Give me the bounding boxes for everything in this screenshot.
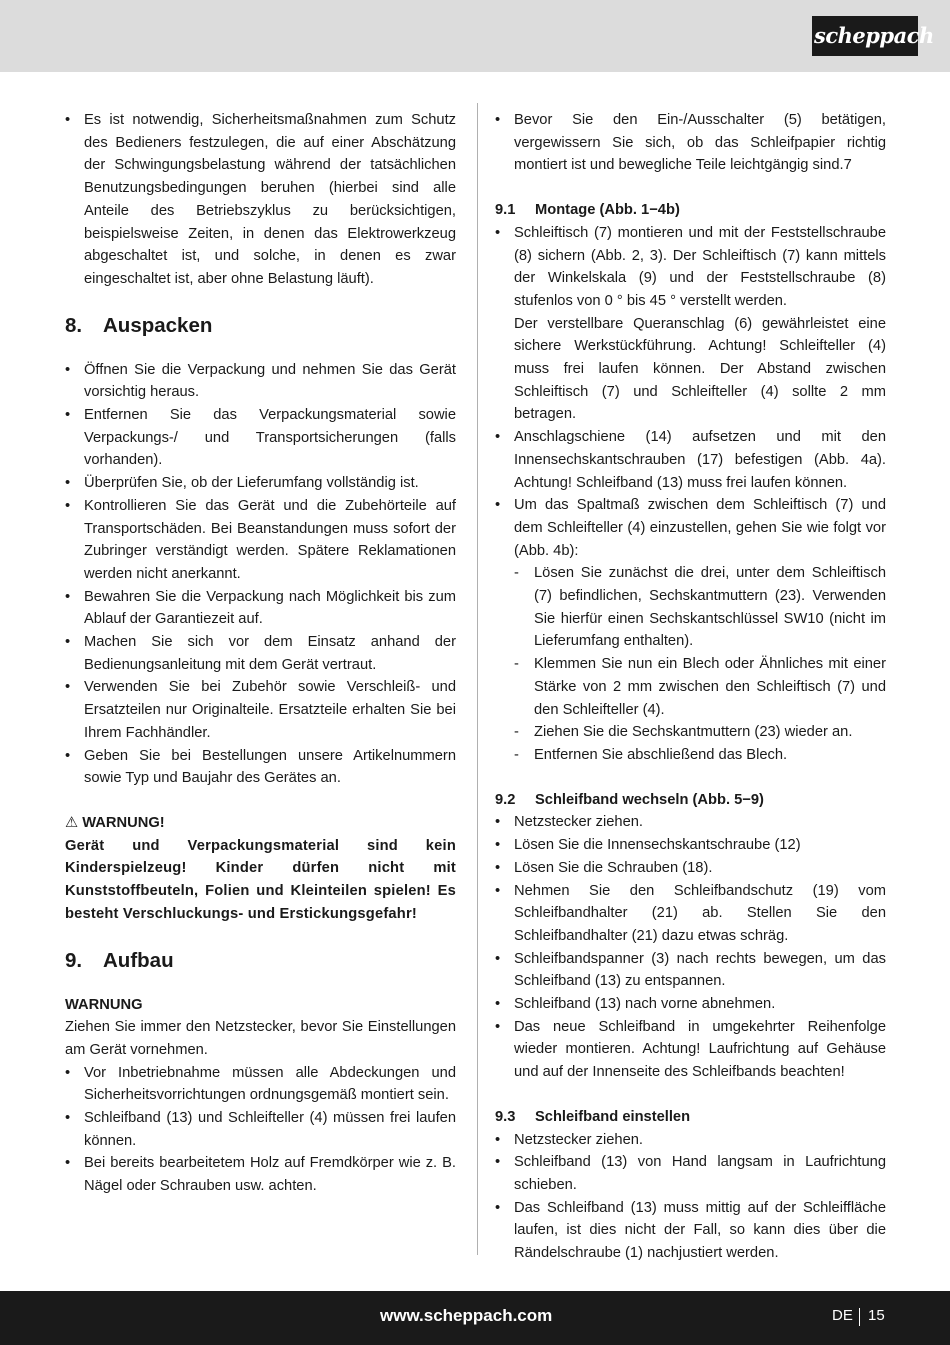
sub-list-item: - Entfernen Sie abschließend das Blech. <box>514 744 886 767</box>
list-item: • Bewahren Sie die Verpackung nach Möglichkeit bis zum Ablauf der Garantiezeit auf. <box>65 586 456 631</box>
footer-bar <box>0 1291 950 1345</box>
footer-url[interactable]: www.scheppach.com <box>380 1306 553 1325</box>
list-item: • Anschlagschiene (14) aufsetzen und mit den Innensechskantschrauben (17) befestigen (Abb. 4a). Achtung! Schleifband (13) muss frei laufen können. <box>495 426 886 494</box>
section-9-1-heading <box>495 199 886 222</box>
warning-label: WARNUNG <box>65 996 143 1013</box>
assembly-list <box>65 1062 456 1198</box>
list-item: • Bei bereits bearbeitetem Holz auf Fremdkörper wie z. B. Nägel oder Schrauben usw. achten. <box>65 1152 456 1197</box>
list-item: • Netzstecker ziehen. <box>495 1129 886 1152</box>
list-item: • Schleifbandspanner (3) nach rechts bewegen, um das Schleifband (13) zu entspannen. <box>495 948 886 993</box>
sub-list <box>514 562 886 766</box>
list-item: • Es ist notwendig, Sicherheitsmaßnahmen zum Schutz des Bedieners festzulegen, die auf einer Abschätzung der Schwingungsbelastung während der tatsächlichen Benutzungsbedingungen beruhen (hierbei sind alle Anteile des Betriebszyklus zu berücksichtigen, beispielsweise Zeiten, in denen das Elektrowerkzeug abgeschaltet ist, und solche, in denen es zwar eingeschaltet ist, aber ohne Belastung läuft). <box>65 109 456 291</box>
list-item-text: • Um das Spaltmaß zwischen dem Schleiftisch (7) und dem Schleifteller (4) einzustellen, gehen Sie wie folgt vor (Abb. 4b): <box>514 497 886 559</box>
section-9-heading <box>65 948 456 974</box>
sub-list-item: - Klemmen Sie nun ein Blech oder Ähnliches mit einer Stärke von 2 mm zwischen den Schleiftisch (7) und den Schleifteller (4). <box>514 653 886 721</box>
sub-list-item: - Ziehen Sie die Sechskantmuttern (23) wieder an. <box>514 721 886 744</box>
list-item-continuation: Der verstellbare Queranschlag (6) gewährleistet eine sichere Werkstückführung. Achtung! Schleifteller (4) muss frei laufen können. Der Abstand zwischen Schleiftisch (7) und Schleifteller (4) sollte 2 mm betragen. <box>514 315 886 423</box>
brand-logo: scheppach <box>812 16 918 56</box>
list-item: • Schleifband (13) nach vorne abnehmen. <box>495 993 886 1016</box>
section-number: 8. <box>65 313 83 337</box>
list-item: • Lösen Sie die Schrauben (18). <box>495 857 886 880</box>
montage-list <box>495 222 886 767</box>
list-item <box>495 494 886 766</box>
assembly-intro: Ziehen Sie immer den Netzstecker, bevor Sie Einstellungen am Gerät vornehmen. <box>65 1019 456 1058</box>
header-bar <box>0 0 950 72</box>
list-item: • Vor Inbetriebnahme müssen alle Abdeckungen und Sicherheitsvorrichtungen ordnungsgemäß montiert sein. <box>65 1062 456 1107</box>
unpacking-list <box>65 359 456 790</box>
section-title: Auspacken <box>103 313 213 337</box>
section-title: Schleifband einstellen <box>535 1108 691 1125</box>
intro-list <box>65 109 456 291</box>
section-9-2-heading <box>495 789 886 812</box>
list-item: • Schleifband (13) und Schleifteller (4) müssen frei laufen können. <box>65 1107 456 1152</box>
list-item-text: • Schleiftisch (7) montieren und mit der Feststellschraube (8) sichern (Abb. 2, 3). Der Schleiftisch (7) kann mittels der Winkelskala (9) und der Feststellschraube (8) stufenlos von 0 ° bis 45 ° verstellt werden. <box>514 224 886 309</box>
list-item: • Entfernen Sie das Verpackungsmaterial sowie Verpackungs-/ und Transportsicherungen (falls vorhanden). <box>65 404 456 472</box>
section-number: 9.1 <box>495 202 516 219</box>
list-item: • Kontrollieren Sie das Gerät und die Zubehörteile auf Transportschäden. Bei Beanstandungen muss sofort der Zubringer verständigt werden. Spätere Reklamationen werden nicht anerkannt. <box>65 495 456 586</box>
left-column <box>65 109 456 1198</box>
list-item: • Bevor Sie den Ein-/Ausschalter (5) betätigen, vergewissern Sie sich, ob das Schleifpapier richtig montiert ist und bewegliche Teile leichtgängig sind.7 <box>495 109 886 177</box>
belt-adjust-list <box>495 1129 886 1265</box>
section-number: 9.2 <box>495 791 516 808</box>
warning-text: Gerät und Verpackungsmaterial sind kein Kinderspielzeug! Kinder dürfen nicht mit Kunststoffbeuteln, Folien und Kleinteilen spielen! Es besteht Verschluckungs- und Erstickungsgefahr! <box>65 837 456 922</box>
column-divider <box>477 103 478 1255</box>
warning-title: ⚠ WARNUNG! <box>65 814 165 831</box>
list-item: • Geben Sie bei Bestellungen unsere Artikelnummern sowie Typ und Baujahr des Gerätes an. <box>65 745 456 790</box>
section-title: Montage (Abb. 1−4b) <box>535 202 680 219</box>
intro-list <box>495 109 886 177</box>
list-item <box>495 222 886 426</box>
right-column <box>495 109 886 1265</box>
section-number: 9. <box>65 948 83 972</box>
list-item: • Schleifband (13) von Hand langsam in Laufrichtung schieben. <box>495 1151 886 1196</box>
footer-separator <box>859 1308 860 1326</box>
section-8-heading <box>65 313 456 339</box>
section-title: Schleifband wechseln (Abb. 5−9) <box>535 791 764 808</box>
list-item: • Überprüfen Sie, ob der Lieferumfang vollständig ist. <box>65 472 456 495</box>
list-item: • Öffnen Sie die Verpackung und nehmen Sie das Gerät vorsichtig heraus. <box>65 359 456 404</box>
section-title: Aufbau <box>103 948 174 972</box>
list-item: • Netzstecker ziehen. <box>495 811 886 834</box>
list-item: • Machen Sie sich vor dem Einsatz anhand der Bedienungsanleitung mit dem Gerät vertraut. <box>65 631 456 676</box>
list-item: • Nehmen Sie den Schleifbandschutz (19) vom Schleifbandhalter (21) ab. Stellen Sie den Schleifbandhalter (21) dazu etwas schräg. <box>495 880 886 948</box>
language-code: DE <box>832 1307 853 1324</box>
section-9-3-heading <box>495 1106 886 1129</box>
sub-list-item: - Lösen Sie zunächst die drei, unter dem Schleiftisch (7) befindlichen, Sechskantmuttern (23). Verwenden Sie hierfür einen Sechskantschlüssel SW10 (nicht im Lieferumfang enthalten). <box>514 562 886 653</box>
list-item: • Lösen Sie die Innensechskantschraube (12) <box>495 834 886 857</box>
list-item: • Das neue Schleifband in umgekehrter Reihenfolge wieder montieren. Achtung! Laufrichtung auf Gehäuse und auf der Innenseite des Schleifbands beachten! <box>495 1016 886 1084</box>
list-item: • Verwenden Sie bei Zubehör sowie Verschleiß- und Ersatzteilen nur Originalteile. Ersatzteile erhalten Sie bei Ihrem Fachhändler. <box>65 676 456 744</box>
belt-change-list <box>495 811 886 1083</box>
section-number: 9.3 <box>495 1108 516 1125</box>
list-item: • Das Schleifband (13) muss mittig auf der Schleiffläche laufen, ist dies nicht der Fall, so kann dies über die Rändelschraube (1) nachjustiert werden. <box>495 1197 886 1265</box>
page-number: 15 <box>868 1307 885 1324</box>
